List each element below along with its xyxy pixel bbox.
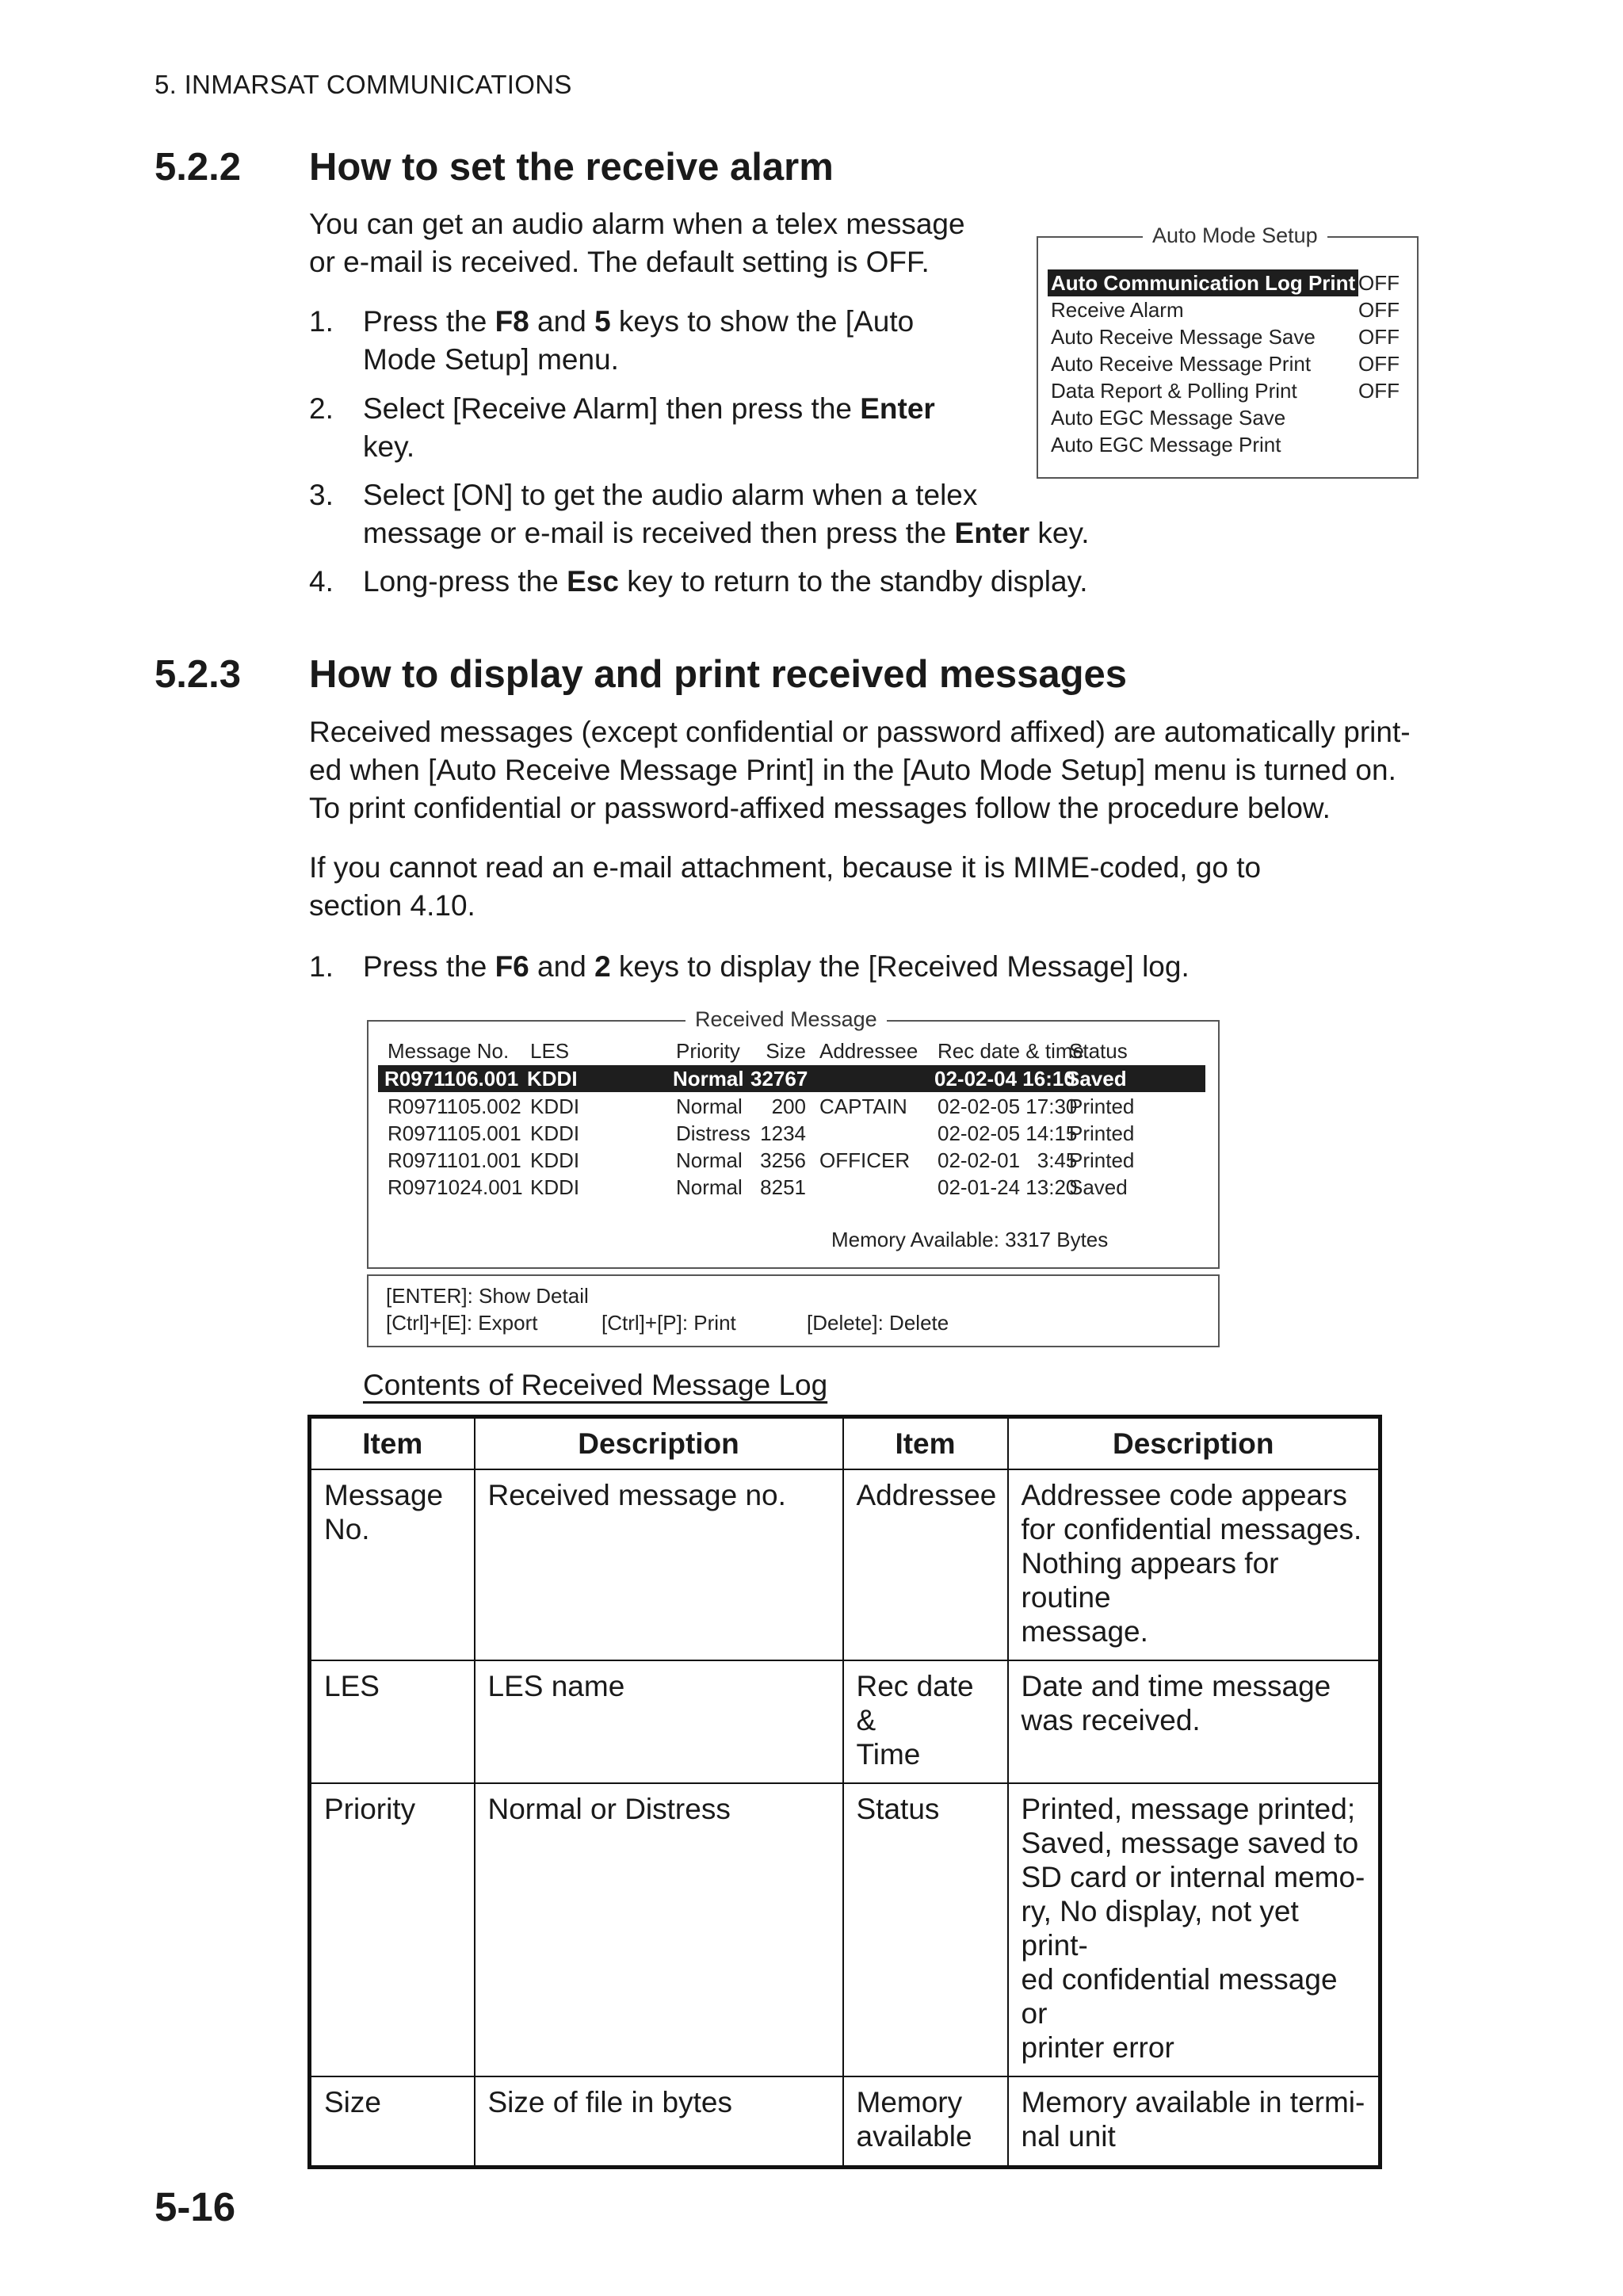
- table-cell: Status: [843, 1783, 1008, 2076]
- table-cell: Size of file in bytes: [475, 2076, 843, 2167]
- paragraph-auto-print: Received messages (except confidential or password affixed) are automatically print- ed when [Auto Receive Message Print] in the [Auto Mode Setup] menu is turned on. To print confidential or password-affixed messages follow the procedure below.: [309, 716, 1411, 824]
- key-help-print: [Ctrl]+[P]: Print: [601, 1311, 736, 1335]
- table-row: [310, 1660, 1381, 1783]
- message-row[interactable]: R0971105.002 KDDI Normal 200 CAPTAIN 02-02-05 17:30 Printed: [388, 1095, 1135, 1118]
- table-cell: LES: [310, 1660, 475, 1783]
- step-text: Select [Receive Alarm] then press the Enter key.: [363, 392, 935, 463]
- memory-available: Memory Available: 3317 Bytes: [831, 1228, 1109, 1251]
- auto-mode-setup-panel: [1037, 223, 1419, 479]
- table-row: [310, 2076, 1381, 2167]
- step-1-display-log: [309, 948, 1260, 986]
- section-number-523: 5.2.3: [155, 653, 241, 696]
- table-cell: Size: [310, 2076, 475, 2167]
- message-row[interactable]: R0971105.001 KDDI Distress 1234 02-02-05 14:15 Printed: [388, 1121, 1135, 1145]
- message-row[interactable]: R0971101.001 KDDI Normal 3256 OFFICER 02-02-01 3:45 Printed: [388, 1148, 1135, 1172]
- panel-title: Received Message: [685, 1007, 887, 1032]
- table-cell: Addressee code appears for confidential messages. Nothing appears for routine message.: [1008, 1469, 1381, 1660]
- step-text: Select [ON] to get the audio alarm when a telex message or e-mail is received then press the Enter key.: [363, 479, 1090, 549]
- message-row[interactable]: R0971024.001 KDDI Normal 8251 02-01-24 13:20 Saved: [388, 1175, 1128, 1199]
- running-header: 5. INMARSAT COMMUNICATIONS: [155, 70, 572, 99]
- table-caption: Contents of Received Message Log: [363, 1369, 828, 1401]
- column-header: Item: [310, 1417, 475, 1470]
- key-2: 2: [594, 950, 611, 983]
- table-header-row: [378, 1037, 1210, 1064]
- column-header: Size: [766, 1039, 806, 1063]
- table-cell: Normal or Distress: [475, 1783, 843, 2076]
- table-cell: Priority: [310, 1783, 475, 2076]
- column-header: Item: [843, 1417, 1008, 1470]
- key-help-export: [Ctrl]+[E]: Export: [386, 1311, 538, 1335]
- section-title-523: How to display and print received messages: [309, 653, 1128, 696]
- message-row[interactable]: R0971106.001 KDDI Normal 32767 02-02-04 16:10 Saved: [378, 1065, 1205, 1092]
- table-cell: LES name: [475, 1660, 843, 1783]
- key-f8: F8: [495, 305, 529, 338]
- step-text: Press the F8 and 5 keys to show the [Auto Mode Setup] menu.: [363, 305, 915, 376]
- table-cell: Printed, message printed; Saved, message saved to SD card or internal memo- ry, No display, not yet print- ed confidential message or printer error: [1008, 1783, 1381, 2076]
- menu-item-auto-receive-message-print[interactable]: Auto Receive Message Print OFF: [1051, 352, 1400, 376]
- table-cell: Rec date & Time: [843, 1660, 1008, 1783]
- key-enter: Enter: [860, 392, 935, 425]
- column-header: Description: [475, 1417, 843, 1470]
- table-row: [310, 1783, 1381, 2076]
- column-header: Description: [1008, 1417, 1381, 1470]
- menu-item-auto-receive-message-save[interactable]: Auto Receive Message Save OFF: [1051, 325, 1400, 349]
- menu-item-auto-communication-log-print[interactable]: Auto Communication Log Print OFF: [1048, 269, 1412, 296]
- key-5: 5: [594, 305, 611, 338]
- received-message-panel: [367, 1007, 1220, 1269]
- contents-table: [307, 1415, 1382, 2169]
- table-cell: Date and time message was received.: [1008, 1660, 1381, 1783]
- page-number: 5-16: [155, 2184, 236, 2229]
- table-cell: Received message no.: [475, 1469, 843, 1660]
- column-header: Priority: [676, 1039, 740, 1063]
- key-f6: F6: [495, 950, 529, 983]
- table-cell: Memory available: [843, 2076, 1008, 2167]
- column-header: Addressee: [819, 1039, 918, 1063]
- menu-item-auto-egc-message-save[interactable]: Auto EGC Message Save: [1051, 406, 1286, 430]
- intro-paragraph: [309, 205, 965, 281]
- key-esc: Esc: [567, 565, 619, 598]
- table-header-row: [310, 1417, 1381, 1470]
- key-enter: Enter: [954, 517, 1030, 549]
- step-number: 4.: [309, 565, 334, 598]
- table-cell: Message No.: [310, 1469, 475, 1660]
- key-help-panel: [367, 1274, 1220, 1347]
- intro-line: or e-mail is received. The default setting is OFF.: [309, 246, 930, 278]
- table-cell: Addressee: [843, 1469, 1008, 1660]
- step-text: Press the F6 and 2 keys to display the [Received Message] log.: [363, 950, 1190, 983]
- table-cell: Memory available in termi- nal unit: [1008, 2076, 1381, 2167]
- step-number: 1.: [309, 305, 334, 338]
- intro-line: You can get an audio alarm when a telex message: [309, 208, 965, 240]
- section-title-522: How to set the receive alarm: [309, 146, 834, 189]
- column-header: LES: [530, 1039, 570, 1063]
- menu-item-receive-alarm[interactable]: Receive Alarm OFF: [1051, 298, 1400, 322]
- paragraph-mime: If you cannot read an e-mail attachment, because it is MIME-coded, go to section 4.10.: [309, 851, 1262, 922]
- column-header: Status: [1069, 1039, 1128, 1063]
- step-number: 1.: [309, 950, 334, 983]
- key-help-enter: [ENTER]: Show Detail: [386, 1284, 589, 1308]
- menu-item-auto-egc-message-print[interactable]: Auto EGC Message Print: [1051, 433, 1281, 457]
- step-number: 3.: [309, 479, 334, 511]
- column-header: Message No.: [388, 1039, 510, 1063]
- menu-item-data-report-polling-print[interactable]: Data Report & Polling Print OFF: [1051, 379, 1400, 403]
- panel-title: Auto Mode Setup: [1143, 223, 1327, 248]
- key-help-delete: [Delete]: Delete: [807, 1311, 949, 1335]
- section-number-522: 5.2.2: [155, 146, 241, 189]
- table-row: [310, 1469, 1381, 1660]
- step-number: 2.: [309, 392, 334, 425]
- column-header: Rec date & time: [938, 1039, 1084, 1063]
- step-text: Long-press the Esc key to return to the standby display.: [363, 565, 1088, 598]
